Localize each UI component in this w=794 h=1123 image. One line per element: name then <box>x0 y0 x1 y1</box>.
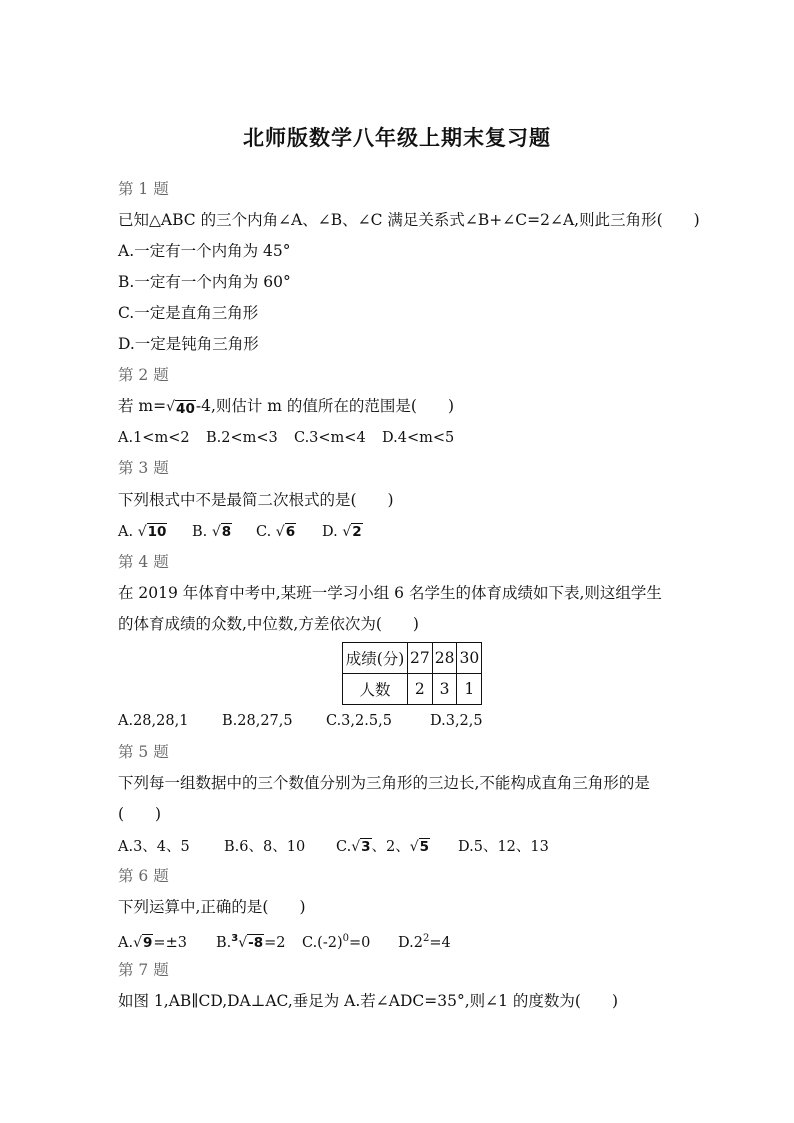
cube-root-expression: $^3$√-8 <box>231 933 264 951</box>
radicand: 40 <box>176 401 195 417</box>
question-2-options <box>118 428 454 448</box>
radical-sign-icon: √ <box>137 524 147 540</box>
question-5-stem-line-2: ( ) <box>118 805 162 823</box>
question-5-option-a: A.3、4、5 <box>118 839 190 855</box>
sqrt-40-expression <box>166 398 196 418</box>
question-4-option-a: A.28,28,1 <box>118 713 189 729</box>
radical-sign-icon: √ <box>351 839 361 855</box>
question-3-option-a: A. √10 <box>118 521 192 542</box>
question-5-stem-line-1: 下列每一组数据中的三个数值分别为三角形的三边长,不能构成直角三角形的是 <box>118 774 650 792</box>
table-row <box>343 674 482 705</box>
question-7-heading: 第 7 题 <box>118 961 169 979</box>
question-2-option-d: D.4<m<5 <box>382 430 455 446</box>
table-row <box>343 643 482 674</box>
question-6-option-c: $C.(-2)^0=0$ <box>302 933 371 951</box>
question-4-options <box>118 711 483 731</box>
table-cell: 2 <box>408 674 433 705</box>
page-title: 北师版数学八年级上期末复习题 <box>243 126 551 150</box>
question-5-option-d: D.5、12、13 <box>458 839 549 855</box>
sqrt-expression: √6 <box>275 524 296 540</box>
question-5-options <box>118 836 549 857</box>
question-2-stem <box>118 396 454 418</box>
question-7-stem: 如图 1,AB∥CD,DA⊥AC,垂足为 A.若∠ADC=35°,则∠1 的度数为( ) <box>118 992 619 1010</box>
question-4-option-c: C.3,2.5,5 <box>326 713 392 729</box>
question-6-stem: 下列运算中,正确的是( ) <box>118 898 306 916</box>
question-6-options <box>118 929 451 953</box>
table-cell: 人数 <box>343 674 408 705</box>
question-3-option-c: C. √6 <box>256 521 322 542</box>
question-3-options <box>118 521 363 542</box>
table-cell: 28 <box>432 643 457 674</box>
sqrt-expression: √10 <box>137 524 167 540</box>
radical-sign-icon: √ <box>166 399 176 415</box>
table-cell: 30 <box>457 643 482 674</box>
question-4-stem-line-2: 的体育成绩的众数,中位数,方差依次为( ) <box>118 615 419 633</box>
question-6-option-b: B.$^3$√-8=2 <box>216 929 302 953</box>
root-index: 3 <box>231 933 239 944</box>
question-2-stem-prefix: 若 m= <box>118 397 167 415</box>
question-6-option-d: $D.2^2=4$ <box>398 933 451 951</box>
question-3-option-d: D. √2 <box>322 521 363 542</box>
question-6-heading: 第 6 题 <box>118 867 169 885</box>
question-4-option-b: B.28,27,5 <box>222 713 293 729</box>
table-cell: 3 <box>432 674 457 705</box>
table-cell: 1 <box>457 674 482 705</box>
sqrt-expression: √5 <box>409 839 430 855</box>
radical-sign-icon: √ <box>238 934 248 951</box>
question-2-stem-suffix: -4,则估计 m 的值所在的范围是( ) <box>195 397 455 415</box>
sqrt-expression: √8 <box>211 524 232 540</box>
radical-sign-icon: √ <box>342 524 352 540</box>
sqrt-expression: √2 <box>342 524 362 540</box>
question-2-heading: 第 2 题 <box>118 366 169 384</box>
question-3-stem: 下列根式中不是最简二次根式的是( ) <box>118 491 394 509</box>
question-1-option-a: A.一定有一个内角为 45° <box>118 242 291 260</box>
question-4-heading: 第 4 题 <box>118 553 169 571</box>
question-2-option-a: A.1<m<2 <box>118 430 190 446</box>
question-3-option-b: B. √8 <box>192 521 256 542</box>
radical-sign-icon: √ <box>275 524 285 540</box>
radical-sign-icon: √ <box>409 839 419 855</box>
question-1-option-b: B.一定有一个内角为 60° <box>118 273 291 291</box>
table-cell: 成绩(分) <box>343 643 408 674</box>
radical-sign-icon: √ <box>133 934 143 951</box>
sqrt-expression: √9 <box>133 934 153 951</box>
question-5-heading: 第 5 题 <box>118 743 169 761</box>
question-4-stem-line-1: 在 2019 年体育中考中,某班一学习小组 6 名学生的体育成绩如下表,则这组学生 <box>118 584 662 602</box>
sqrt-expression: √3 <box>351 839 371 855</box>
question-1-option-d: D.一定是钝角三角形 <box>118 335 259 353</box>
table-cell: 27 <box>408 643 433 674</box>
question-5-option-c: C.√3、2、√5 <box>336 836 458 857</box>
radical-sign-icon: √ <box>211 524 221 540</box>
score-table <box>342 642 482 705</box>
question-3-heading: 第 3 题 <box>118 459 169 477</box>
question-4-option-d: D.3,2,5 <box>430 713 483 729</box>
question-1-option-c: C.一定是直角三角形 <box>118 304 259 322</box>
question-1-stem: 已知△ABC 的三个内角∠A、∠B、∠C 满足关系式∠B+∠C=2∠A,则此三角形( ) <box>118 211 700 229</box>
question-6-option-a: A.√9=±3 <box>118 932 216 953</box>
question-2-option-c: C.3<m<4 <box>294 430 366 446</box>
question-2-option-b: B.2<m<3 <box>206 430 278 446</box>
question-1-heading: 第 1 题 <box>118 180 169 198</box>
question-5-option-b: B.6、8、10 <box>224 839 306 855</box>
